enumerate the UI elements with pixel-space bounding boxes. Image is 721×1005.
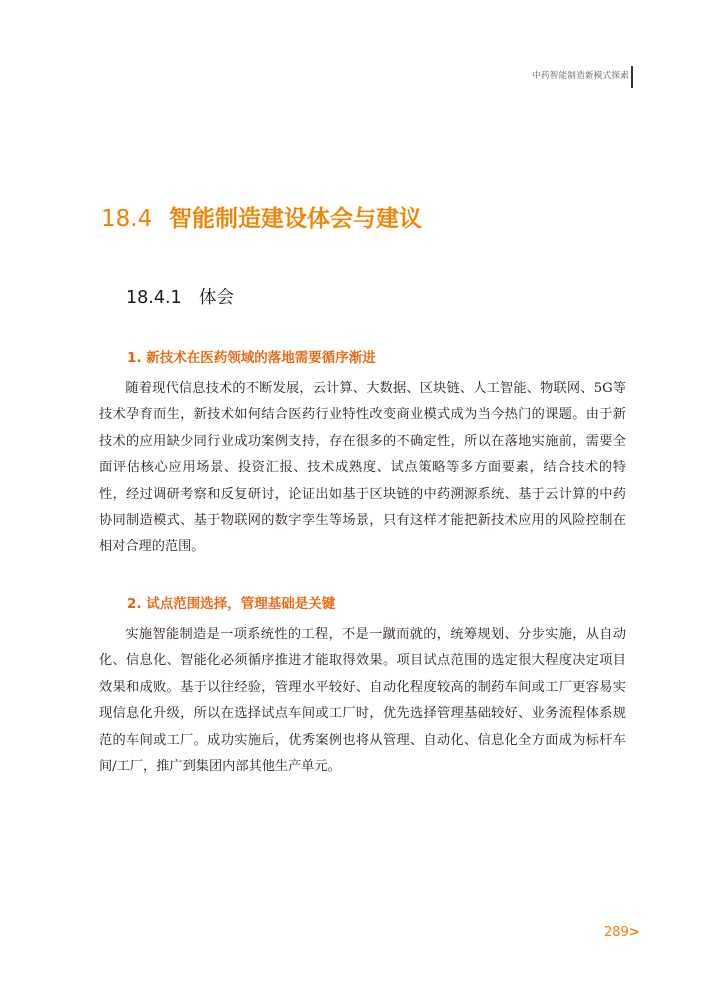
item-heading-2: 2. 试点范围选择，管理基础是关键	[127, 596, 336, 612]
header-divider	[631, 66, 633, 88]
section-title	[101, 200, 422, 233]
running-header: 中药智能制造新模式探索	[532, 71, 629, 81]
body-paragraph-2: 实施智能制造是一项系统性的工程，不是一蹴而就的，统筹规划、分步实施，从自动化、信息化、智能化必须循序推进才能取得效果。项目试点范围的选定很大程度决定项目效果和成败。基于以往经验，管理水平较好、自动化程度较高的制药车间或工厂更容易实现信息化升级，所以在选择试点车间或工厂时，优先选择管理基础较好、业务流程体系规范的车间或工厂。成功实施后，优秀案例也将从管理、自动化、信息化全方面成为标杆车间/工厂，推广到集团内部其他生产单元。	[99, 627, 626, 775]
page-number	[604, 925, 640, 940]
item-heading-1: 1. 新技术在医药领域的落地需要循序渐进	[127, 350, 376, 366]
section-title-text: 智能制造建设体会与建议	[169, 206, 422, 232]
page-number-value: 289	[604, 925, 629, 940]
section-number: 18.4	[101, 206, 153, 232]
subsection-title	[126, 284, 234, 309]
body-paragraph-1: 随着现代信息技术的不断发展，云计算、大数据、区块链、人工智能、物联网、5G等技术孕育而生，新技术如何结合医药行业特性改变商业模式成为当今热门的课题。由于新技术的应用缺少同行业成功案例支持，存在很多的不确定性，所以在落地实施前，需要全面评估核心应用场景、投资汇报、技术成熟度、试点策略等多方面要素，结合技术的特性，经过调研考察和反复研讨，论证出如基于区块链的中药溯源系统、基于云计算的中药协同制造模式、基于物联网的数字孪生等场景，只有这样才能把新技术应用的风险控制在相对合理的范围。	[99, 381, 626, 555]
subsection-number: 18.4.1	[126, 288, 182, 308]
subsection-title-text: 体会	[199, 288, 234, 308]
page-arrow-icon: >	[628, 925, 640, 940]
